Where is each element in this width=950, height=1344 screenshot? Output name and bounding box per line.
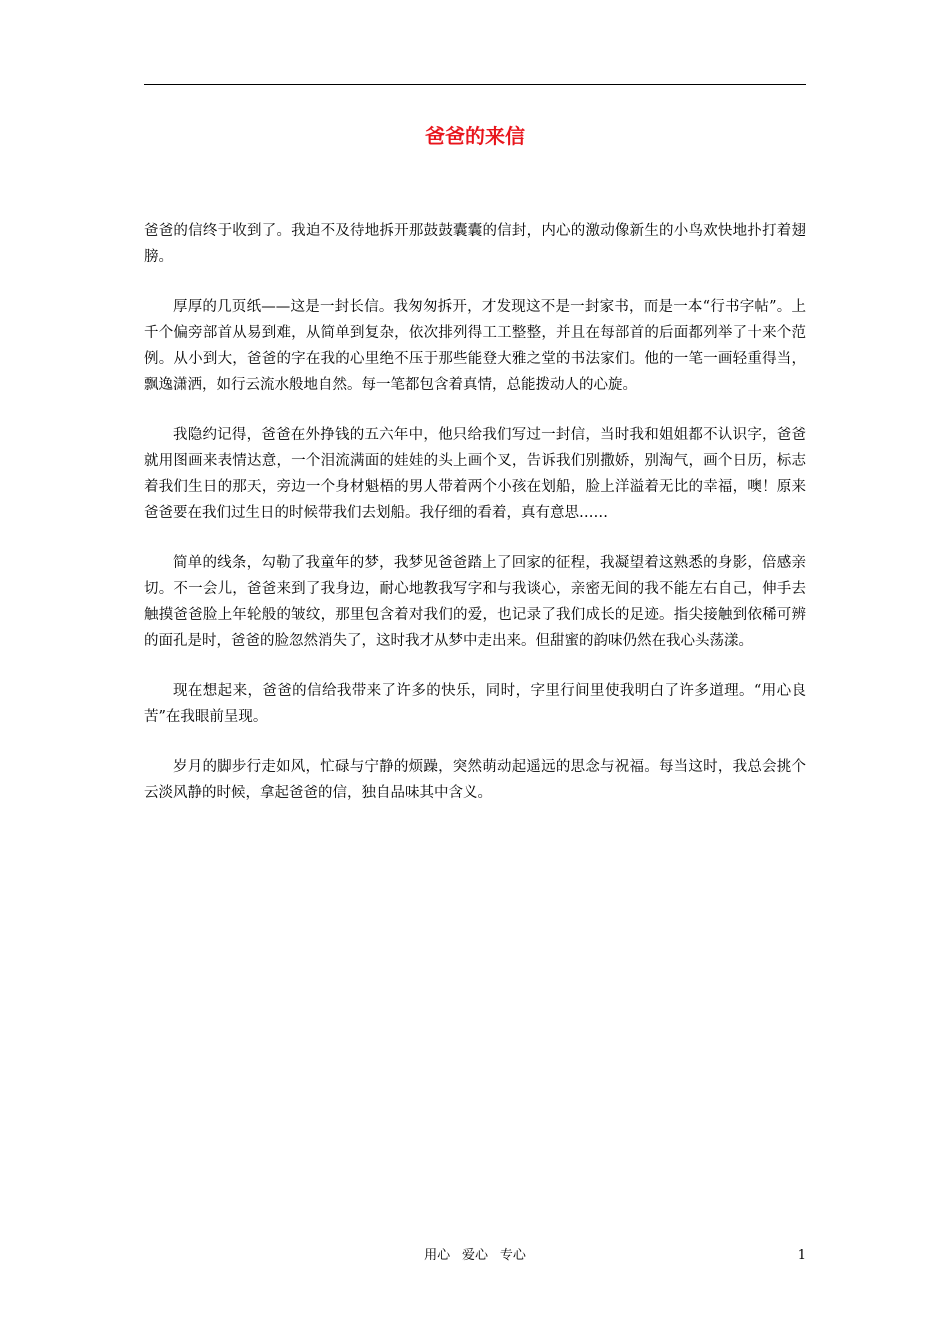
- header-rule: [144, 84, 806, 85]
- paragraph-5: 现在想起来，爸爸的信给我带来了许多的快乐，同时，字里行间里使我明白了许多道理。“用心良苦”在我眼前呈现。: [144, 683, 806, 725]
- paragraph-2: 厚厚的几页纸——这是一封长信。我匆匆拆开，才发现这不是一封家书，而是一本“行书字帖”。上千个偏旁部首从易到难，从简单到复杂，依次排列得工工整整，并且在每部首的后面都列举了十来个范例。从小到大，爸爸的字在我的心里绝不压于那些能登大雅之堂的书法家们。他的一笔一画轻重得当，飘逸潇洒，如行云流水般地自然。每一笔都包含着真情，总能拨动人的心旋。: [144, 299, 806, 393]
- paragraph-6: 岁月的脚步行走如风，忙碌与宁静的烦躁，突然萌动起遥远的思念与祝福。每当这时，我总会挑个云淡风静的时候，拿起爸爸的信，独自品味其中含义。: [144, 759, 806, 801]
- paragraph-1: 爸爸的信终于收到了。我迫不及待地拆开那鼓鼓囊囊的信封，内心的激动像新生的小鸟欢快地扑打着翅膀。: [144, 223, 806, 265]
- page-number: 1: [797, 1248, 806, 1263]
- document-body: [144, 218, 806, 830]
- document-title: 爸爸的来信: [425, 124, 525, 148]
- paragraph-3: 我隐约记得，爸爸在外挣钱的五六年中，他只给我们写过一封信，当时我和姐姐都不认识字，爸爸就用图画来表情达意，一个泪流满面的娃娃的头上画个叉，告诉我们别撒娇，别淘气，画个日历，标志着我们生日的那天，旁边一个身材魁梧的男人带着两个小孩在划船，脸上洋溢着无比的幸福，噢！原来爸爸要在我们过生日的时候带我们去划船。我仔细的看着，真有意思……: [144, 427, 806, 521]
- footer-motto: 用心 爱心 专心: [424, 1248, 526, 1263]
- paragraph-4: 简单的线条，勾勒了我童年的梦，我梦见爸爸踏上了回家的征程，我凝望着这熟悉的身影，倍感亲切。不一会儿，爸爸来到了我身边，耐心地教我写字和与我谈心，亲密无间的我不能左右自己，伸手去触摸爸爸脸上年轮般的皱纹，那里包含着对我们的爱，也记录了我们成长的足迹。指尖接触到依稀可辨的面孔是时，爸爸的脸忽然消失了，这时我才从梦中走出来。但甜蜜的韵味仍然在我心头荡漾。: [144, 555, 806, 649]
